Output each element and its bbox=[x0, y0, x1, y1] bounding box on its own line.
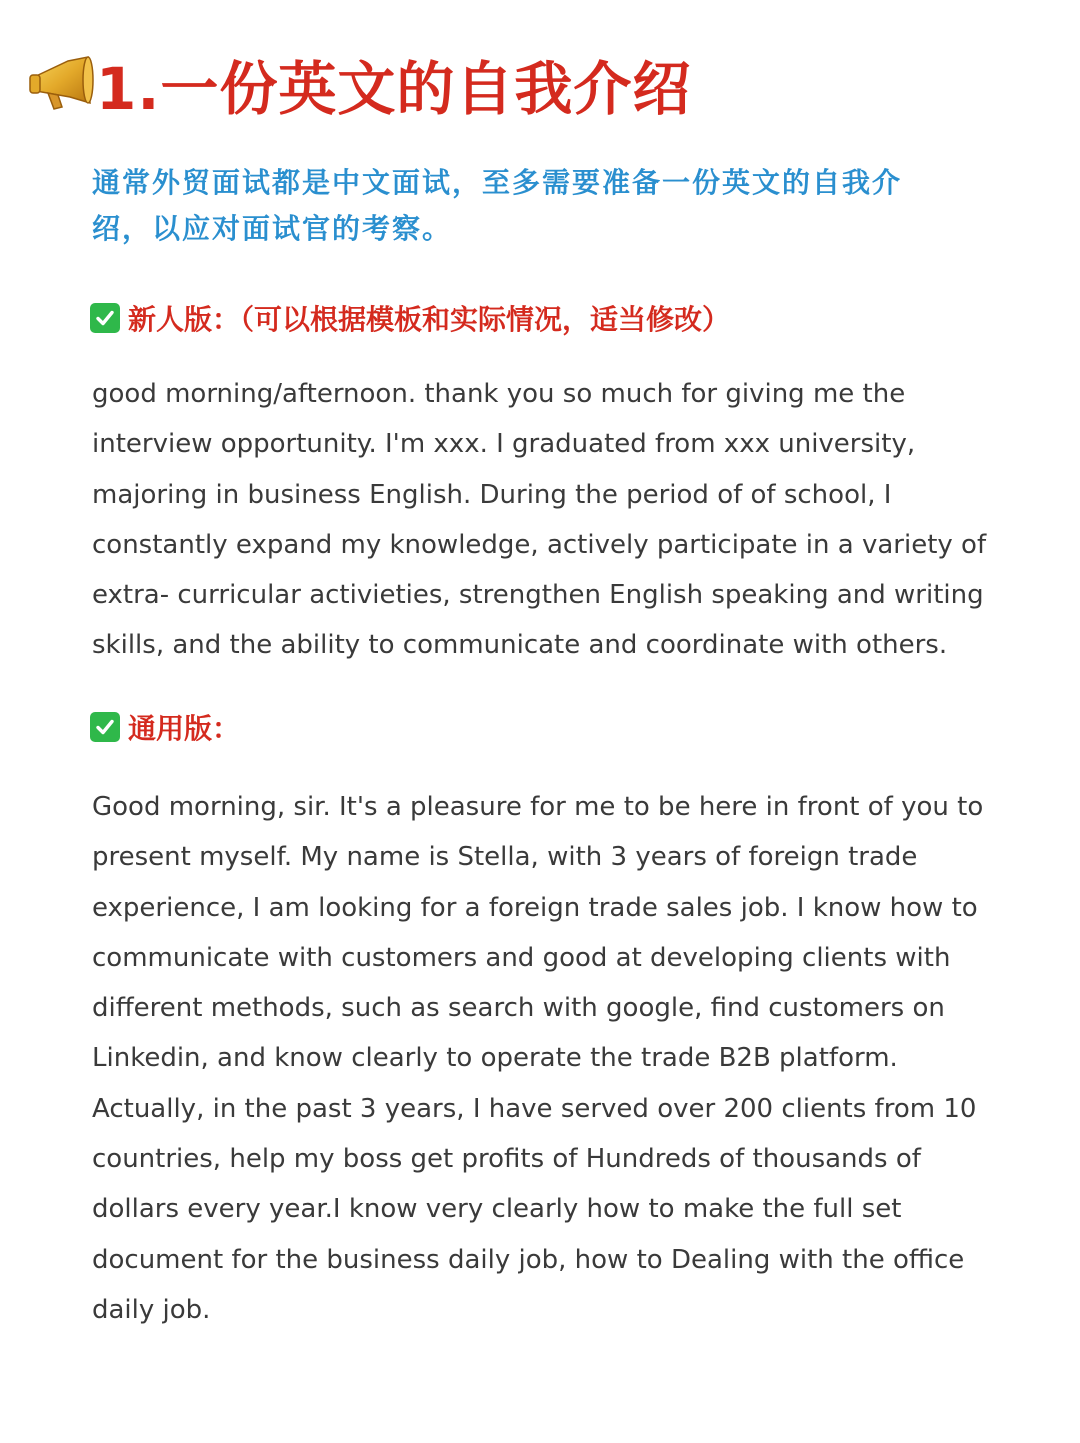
section-label: 通用版： bbox=[128, 712, 241, 745]
paragraph-line: Good morning, sir. It's a pleasure for me to be here in front of you to bbox=[92, 792, 984, 822]
paragraph-line: good morning/afternoon. thank you so much for giving me the bbox=[92, 379, 906, 409]
newcomer-paragraph bbox=[92, 369, 992, 671]
paragraph-line: communicate with customers and good at developing clients with bbox=[92, 942, 951, 973]
paragraph-line: interview opportunity. I'm xxx. I graduated from xxx university, bbox=[92, 429, 916, 460]
paragraph-line: Linkedin, and know clearly to operate the trade B2B platform. bbox=[92, 1043, 898, 1074]
intro-line: 绍，以应对面试官的考察。 bbox=[92, 212, 453, 245]
paragraph-line: document for the business daily job, how to Dealing with the office bbox=[92, 1244, 965, 1275]
paragraph-line: daily job. bbox=[92, 1294, 211, 1325]
paragraph-line: dollars every year.I know very clearly how to make the full set bbox=[92, 1194, 902, 1225]
paragraph-line: countries, help my boss get profits of Hundreds of thousands of bbox=[92, 1144, 921, 1175]
paragraph-line: Actually, in the past 3 years, I have served over 200 clients from 10 bbox=[92, 1093, 977, 1124]
section-heading-newcomer bbox=[90, 298, 730, 338]
section-heading-general bbox=[90, 707, 240, 747]
section-label: 新人版：（可以根据模板和实际情况，适当修改） bbox=[128, 303, 731, 336]
check-mark-button-icon bbox=[90, 712, 120, 742]
intro-paragraph bbox=[92, 160, 992, 252]
paragraph-line: skills, and the ability to communicate and coordinate with others. bbox=[92, 630, 948, 661]
title-row bbox=[28, 44, 691, 124]
page-title: 1.一份英文的自我介绍 bbox=[96, 55, 692, 123]
paragraph-line: experience, I am looking for a foreign trade sales job. I know how to bbox=[92, 892, 978, 923]
check-mark-button-icon bbox=[90, 303, 120, 333]
general-paragraph bbox=[92, 782, 992, 1335]
paragraph-line: extra- curricular activieties, strengthen English speaking and writing bbox=[92, 580, 984, 611]
intro-line: 通常外贸面试都是中文面试，至多需要准备一份英文的自我介 bbox=[92, 166, 903, 199]
paragraph-line: present myself. My name is Stella, with 3 years of foreign trade bbox=[92, 842, 918, 873]
paragraph-line: different methods, such as search with google, find customers on bbox=[92, 993, 945, 1024]
paragraph-line: constantly expand my knowledge, actively participate in a variety of bbox=[92, 529, 987, 560]
megaphone-icon bbox=[28, 53, 94, 115]
paragraph-line: majoring in business English. During the period of of school, I bbox=[92, 479, 892, 510]
